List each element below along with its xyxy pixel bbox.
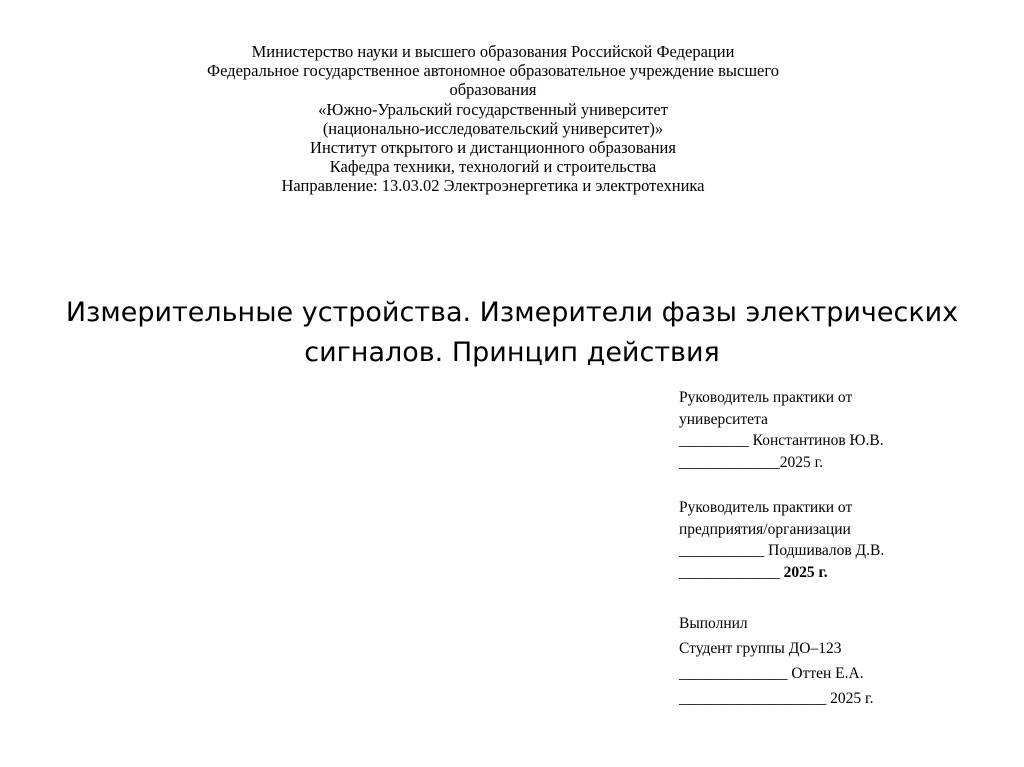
supervisor-organization-date-year: 2025 г. [783, 563, 828, 581]
document-title [0, 293, 1024, 373]
supervisor-university-signature: _________ Константинов Ю.В. [679, 432, 884, 449]
supervisor-organization-block [679, 497, 1009, 583]
student-block [679, 611, 1009, 711]
supervisor-organization-role-1: Руководитель практики от [679, 499, 853, 516]
header-block [0, 42, 986, 196]
supervisor-university-block [679, 387, 1009, 473]
header-university-status: (национально-исследовательский университет)» [322, 118, 664, 138]
supervisor-university-role-2: университета [679, 410, 768, 428]
header-institution-type: Федеральное государственное автономное образовательное учреждение высшего [207, 61, 779, 81]
supervisor-organization-date [679, 562, 1009, 584]
header-university-name: «Южно-Уральский государственный университет [318, 99, 668, 119]
student-performed: Выполнил [679, 615, 748, 632]
header-direction: Направление: 13.03.02 Электроэнергетика и электротехника [281, 176, 705, 196]
student-group: Студент группы ДО–123 [679, 640, 842, 657]
title-line-2: сигналов. Принцип действия [304, 337, 720, 368]
student-signature: ______________ Оттен Е.А. [679, 665, 864, 682]
supervisor-university-role-1: Руководитель практики от [679, 389, 853, 406]
signatures-block [679, 387, 1009, 711]
supervisor-organization-signature: ___________ Подшивалов Д.В. [679, 542, 885, 559]
header-institute: Институт открытого и дистанционного образования [310, 138, 676, 158]
supervisor-university-date: _____________2025 г. [679, 453, 824, 471]
supervisor-organization-date-blank: _____________ [679, 563, 784, 581]
supervisor-organization-role-2: предприятия/организации [679, 520, 851, 538]
student-date: ___________________ 2025 г. [679, 690, 874, 707]
title-line-1: Измерительные устройства. Измерители фазы электрических [65, 297, 959, 328]
header-department: Кафедра техники, технологий и строительства [329, 157, 657, 177]
header-institution-type-cont: образования [449, 80, 537, 100]
header-ministry: Министерство науки и высшего образования Российской Федерации [251, 42, 735, 61]
